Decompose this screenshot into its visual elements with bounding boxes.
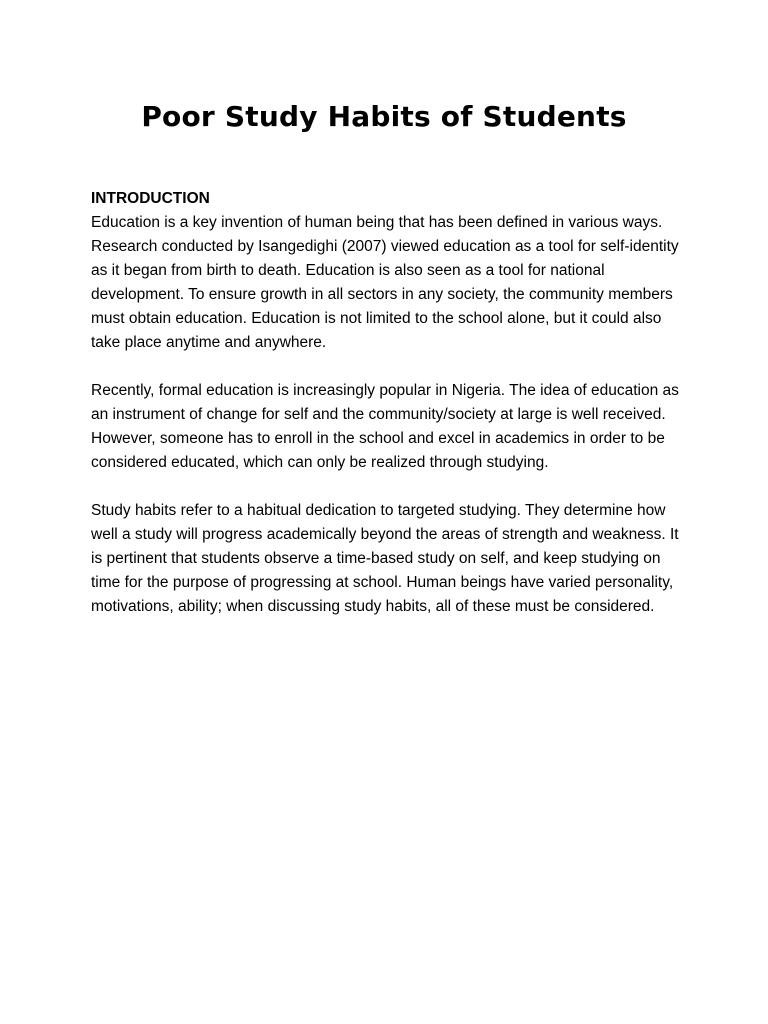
paragraph-1: Education is a key invention of human being that has been defined in various ways. Research conducted by Isangedighi (2007) viewed education as a tool for self-identity as it began from birth to death. Education is also seen as a tool for national development. To ensure growth in all sectors in any society, the community members must obtain education. Education is not limited to the school alone, but it could also take place anytime and anywhere. [91, 214, 679, 351]
document-body [91, 187, 691, 643]
section-heading: INTRODUCTION [91, 190, 210, 207]
paragraph-3: Study habits refer to a habitual dedication to targeted studying. They determine how well a study will progress academically beyond the areas of strength and weakness. It is pertinent that students observe a time-based study on self, and keep studying on time for the purpose of progressing at school. Human beings have varied personality, motivations, ability; when discussing study habits, all of these must be considered. [91, 502, 679, 615]
document-title: Poor Study Habits of Students [141, 100, 627, 133]
paragraph-2: Recently, formal education is increasingly popular in Nigeria. The idea of education as an instrument of change for self and the community/society at large is well received. However, someone has to enroll in the school and excel in academics in order to be considered educated, which can only be realized through studying. [91, 382, 679, 471]
